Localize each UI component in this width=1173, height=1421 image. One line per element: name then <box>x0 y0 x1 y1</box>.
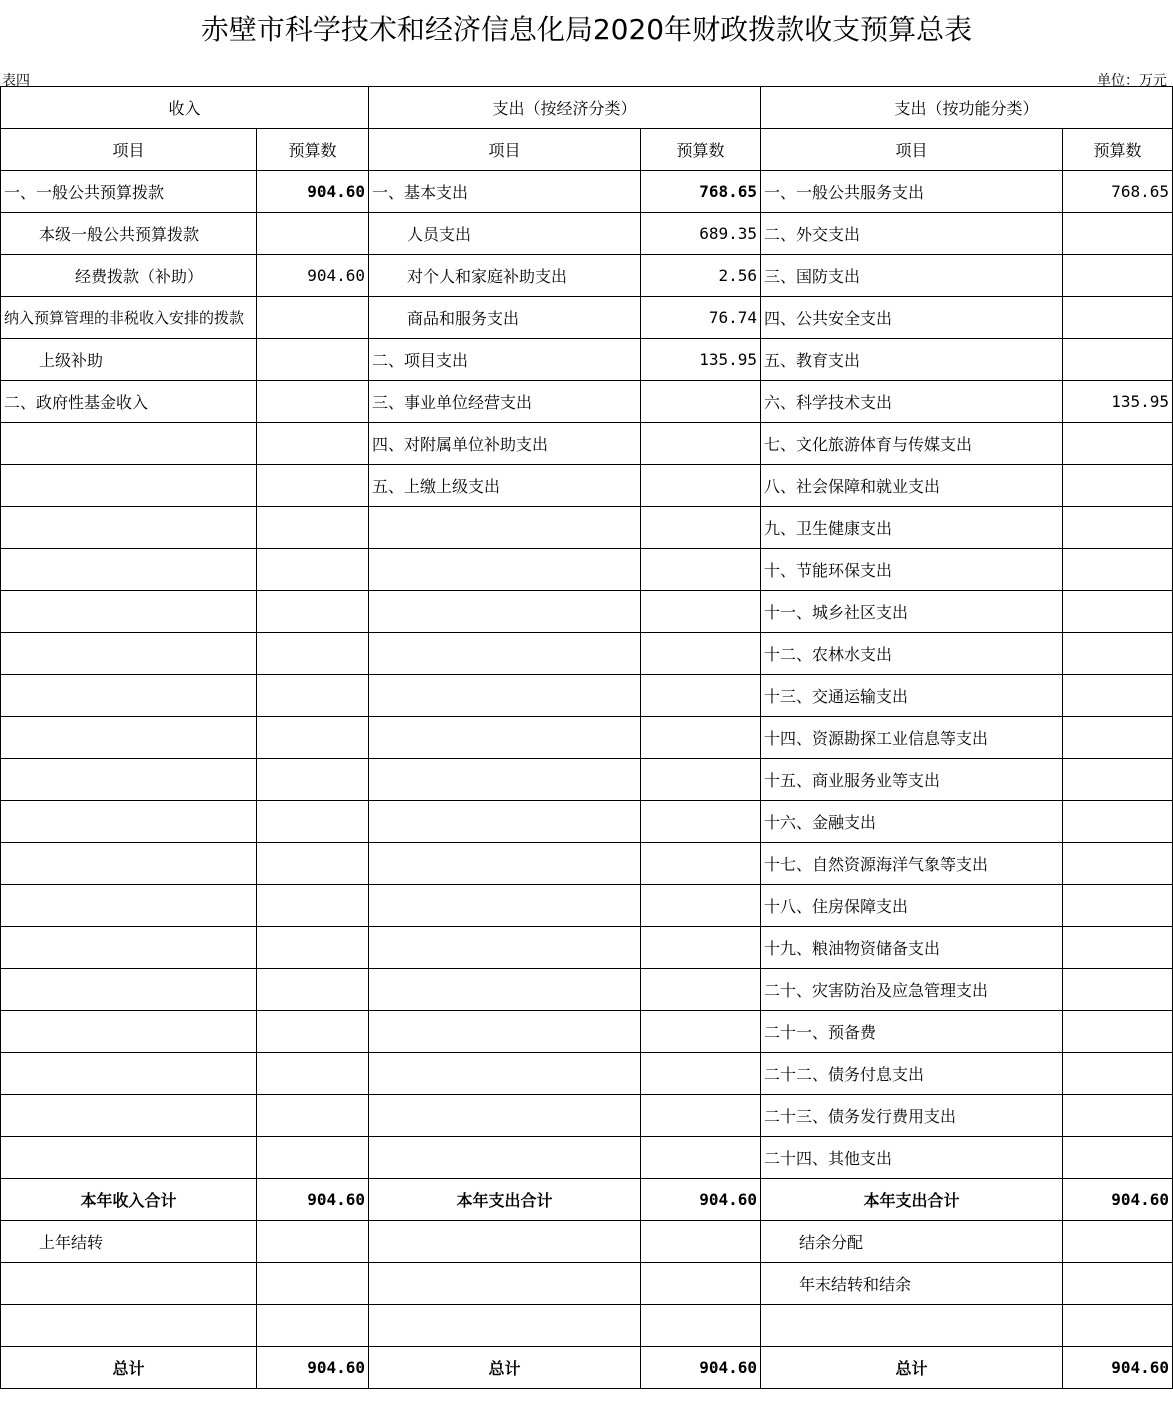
func-item: 十三、交通运输支出 <box>761 675 1063 717</box>
income-carry-item: 上年结转 <box>1 1221 257 1263</box>
income-section-header: 收入 <box>1 87 369 129</box>
func-item: 七、文化旅游体育与传媒支出 <box>761 423 1063 465</box>
func-amount <box>1063 885 1173 927</box>
econ-item <box>369 549 641 591</box>
func-amount: 135.95 <box>1063 381 1173 423</box>
income-amount <box>257 1137 369 1179</box>
econ-amount: 2.56 <box>641 255 761 297</box>
income-item <box>1 549 257 591</box>
econ-amount <box>641 717 761 759</box>
func-carry-item <box>761 1305 1063 1347</box>
income-item <box>1 423 257 465</box>
income-carry-amount <box>257 1221 369 1263</box>
table-row <box>1 591 1173 633</box>
income-amount <box>257 213 369 255</box>
table-row <box>1 633 1173 675</box>
econ-amount <box>641 1011 761 1053</box>
income-year-total-label: 本年收入合计 <box>1 1179 257 1221</box>
econ-item <box>369 885 641 927</box>
func-amount <box>1063 843 1173 885</box>
table-row <box>1 969 1173 1011</box>
func-item: 八、社会保障和就业支出 <box>761 465 1063 507</box>
econ-amount <box>641 591 761 633</box>
func-amount <box>1063 675 1173 717</box>
table-row <box>1 759 1173 801</box>
income-amount <box>257 507 369 549</box>
econ-grand-total-value: 904.60 <box>641 1347 761 1389</box>
func-item: 二十四、其他支出 <box>761 1137 1063 1179</box>
func-item: 十、节能环保支出 <box>761 549 1063 591</box>
table-row <box>1 339 1173 381</box>
col-header-amount: 预算数 <box>257 129 369 171</box>
func-amount <box>1063 591 1173 633</box>
func-item: 十四、资源勘探工业信息等支出 <box>761 717 1063 759</box>
econ-item <box>369 1095 641 1137</box>
column-header-row <box>1 129 1173 171</box>
func-item: 二、外交支出 <box>761 213 1063 255</box>
func-year-total-label: 本年支出合计 <box>761 1179 1063 1221</box>
table-row <box>1 675 1173 717</box>
func-amount <box>1063 1095 1173 1137</box>
func-amount <box>1063 423 1173 465</box>
income-item: 二、政府性基金收入 <box>1 381 257 423</box>
func-item: 十一、城乡社区支出 <box>761 591 1063 633</box>
func-item: 十九、粮油物资储备支出 <box>761 927 1063 969</box>
income-item <box>1 969 257 1011</box>
income-amount: 904.60 <box>257 171 369 213</box>
income-amount <box>257 549 369 591</box>
econ-amount <box>641 507 761 549</box>
econ-amount <box>641 969 761 1011</box>
econ-section-header: 支出（按经济分类） <box>369 87 761 129</box>
func-item: 三、国防支出 <box>761 255 1063 297</box>
econ-item <box>369 1011 641 1053</box>
func-item: 五、教育支出 <box>761 339 1063 381</box>
func-item: 二十、灾害防治及应急管理支出 <box>761 969 1063 1011</box>
econ-amount <box>641 423 761 465</box>
func-amount <box>1063 255 1173 297</box>
income-amount <box>257 591 369 633</box>
econ-item: 对个人和家庭补助支出 <box>369 255 641 297</box>
income-item <box>1 885 257 927</box>
income-carry-amount <box>257 1263 369 1305</box>
econ-amount <box>641 549 761 591</box>
econ-amount <box>641 885 761 927</box>
income-item: 经费拨款（补助） <box>1 255 257 297</box>
income-year-total-value: 904.60 <box>257 1179 369 1221</box>
year-total-row <box>1 1179 1173 1221</box>
econ-amount <box>641 465 761 507</box>
econ-amount <box>641 675 761 717</box>
func-amount <box>1063 549 1173 591</box>
econ-item <box>369 843 641 885</box>
income-amount <box>257 633 369 675</box>
func-amount <box>1063 1053 1173 1095</box>
econ-amount: 768.65 <box>641 171 761 213</box>
table-row <box>1 801 1173 843</box>
econ-item <box>369 801 641 843</box>
income-item: 上级补助 <box>1 339 257 381</box>
col-header-item: 项目 <box>369 129 641 171</box>
econ-item: 二、项目支出 <box>369 339 641 381</box>
econ-item <box>369 633 641 675</box>
func-carry-amount <box>1063 1305 1173 1347</box>
econ-item: 商品和服务支出 <box>369 297 641 339</box>
table-row <box>1 717 1173 759</box>
income-item <box>1 1011 257 1053</box>
income-item <box>1 801 257 843</box>
carry-row <box>1 1263 1173 1305</box>
func-amount <box>1063 717 1173 759</box>
func-carry-item: 结余分配 <box>761 1221 1063 1263</box>
income-item: 一、一般公共预算拨款 <box>1 171 257 213</box>
econ-amount <box>641 1137 761 1179</box>
func-carry-amount <box>1063 1263 1173 1305</box>
econ-item: 人员支出 <box>369 213 641 255</box>
func-amount <box>1063 297 1173 339</box>
table-row <box>1 549 1173 591</box>
func-amount <box>1063 339 1173 381</box>
func-amount <box>1063 801 1173 843</box>
func-item: 九、卫生健康支出 <box>761 507 1063 549</box>
income-amount <box>257 339 369 381</box>
econ-item <box>369 675 641 717</box>
func-amount <box>1063 633 1173 675</box>
econ-item <box>369 969 641 1011</box>
econ-carry-amount <box>641 1221 761 1263</box>
econ-carry-amount <box>641 1305 761 1347</box>
econ-item <box>369 507 641 549</box>
income-carry-item <box>1 1305 257 1347</box>
grand-total-row <box>1 1347 1173 1389</box>
econ-amount <box>641 801 761 843</box>
table-row <box>1 843 1173 885</box>
income-amount: 904.60 <box>257 255 369 297</box>
func-amount <box>1063 507 1173 549</box>
carry-row <box>1 1305 1173 1347</box>
income-amount <box>257 885 369 927</box>
econ-item <box>369 759 641 801</box>
income-amount <box>257 1053 369 1095</box>
table-row <box>1 465 1173 507</box>
carry-row <box>1 1221 1173 1263</box>
func-item: 十二、农林水支出 <box>761 633 1063 675</box>
income-item <box>1 1137 257 1179</box>
section-header-row <box>1 87 1173 129</box>
econ-year-total-label: 本年支出合计 <box>369 1179 641 1221</box>
table-row <box>1 255 1173 297</box>
econ-amount: 76.74 <box>641 297 761 339</box>
econ-amount <box>641 843 761 885</box>
income-item <box>1 717 257 759</box>
econ-item <box>369 717 641 759</box>
func-item: 十六、金融支出 <box>761 801 1063 843</box>
income-item <box>1 465 257 507</box>
income-amount <box>257 297 369 339</box>
col-header-amount: 预算数 <box>641 129 761 171</box>
income-carry-item <box>1 1263 257 1305</box>
income-amount <box>257 843 369 885</box>
econ-item <box>369 591 641 633</box>
income-amount <box>257 801 369 843</box>
econ-carry-item <box>369 1221 641 1263</box>
table-row <box>1 507 1173 549</box>
econ-amount <box>641 927 761 969</box>
income-item <box>1 675 257 717</box>
func-grand-total-label: 总计 <box>761 1347 1063 1389</box>
income-amount <box>257 927 369 969</box>
table-row <box>1 171 1173 213</box>
table-row <box>1 1053 1173 1095</box>
income-amount <box>257 465 369 507</box>
func-year-total-value: 904.60 <box>1063 1179 1173 1221</box>
income-item <box>1 1095 257 1137</box>
func-item: 二十一、预备费 <box>761 1011 1063 1053</box>
income-amount <box>257 423 369 465</box>
income-amount <box>257 969 369 1011</box>
income-item: 纳入预算管理的非税收入安排的拨款 <box>1 297 257 339</box>
income-carry-amount <box>257 1305 369 1347</box>
table-row <box>1 885 1173 927</box>
col-header-item: 项目 <box>1 129 257 171</box>
table-row <box>1 1011 1173 1053</box>
table-row <box>1 423 1173 465</box>
col-header-amount: 预算数 <box>1063 129 1173 171</box>
income-item <box>1 507 257 549</box>
table-row <box>1 927 1173 969</box>
income-item <box>1 759 257 801</box>
econ-carry-item <box>369 1305 641 1347</box>
unit-label: 单位：万元 <box>1097 73 1167 89</box>
func-amount <box>1063 213 1173 255</box>
func-amount <box>1063 465 1173 507</box>
income-amount <box>257 759 369 801</box>
func-grand-total-value: 904.60 <box>1063 1347 1173 1389</box>
econ-item <box>369 1053 641 1095</box>
func-section-header: 支出（按功能分类） <box>761 87 1173 129</box>
income-item <box>1 843 257 885</box>
econ-amount <box>641 759 761 801</box>
func-amount <box>1063 1011 1173 1053</box>
econ-item: 四、对附属单位补助支出 <box>369 423 641 465</box>
income-item: 本级一般公共预算拨款 <box>1 213 257 255</box>
table-row <box>1 297 1173 339</box>
econ-item <box>369 927 641 969</box>
func-item: 十五、商业服务业等支出 <box>761 759 1063 801</box>
econ-item: 三、事业单位经营支出 <box>369 381 641 423</box>
income-amount <box>257 1095 369 1137</box>
func-item: 四、公共安全支出 <box>761 297 1063 339</box>
income-amount <box>257 675 369 717</box>
econ-amount <box>641 1095 761 1137</box>
func-item: 十七、自然资源海洋气象等支出 <box>761 843 1063 885</box>
econ-year-total-value: 904.60 <box>641 1179 761 1221</box>
econ-item: 一、基本支出 <box>369 171 641 213</box>
income-item <box>1 1053 257 1095</box>
col-header-item: 项目 <box>761 129 1063 171</box>
income-grand-total-label: 总计 <box>1 1347 257 1389</box>
econ-item <box>369 1137 641 1179</box>
econ-amount <box>641 633 761 675</box>
income-item <box>1 633 257 675</box>
func-item: 一、一般公共服务支出 <box>761 171 1063 213</box>
func-amount <box>1063 759 1173 801</box>
table-row <box>1 1095 1173 1137</box>
income-item <box>1 927 257 969</box>
income-amount <box>257 381 369 423</box>
func-item: 二十三、债务发行费用支出 <box>761 1095 1063 1137</box>
table-row <box>1 1137 1173 1179</box>
func-amount <box>1063 969 1173 1011</box>
table-number: 表四 <box>2 73 30 89</box>
func-carry-item: 年末结转和结余 <box>761 1263 1063 1305</box>
econ-amount <box>641 381 761 423</box>
income-amount <box>257 1011 369 1053</box>
econ-grand-total-label: 总计 <box>369 1347 641 1389</box>
table-row <box>1 381 1173 423</box>
econ-amount: 135.95 <box>641 339 761 381</box>
func-item: 十八、住房保障支出 <box>761 885 1063 927</box>
page-title: 赤壁市科学技术和经济信息化局2020年财政拨款收支预算总表 <box>200 13 973 46</box>
econ-carry-amount <box>641 1263 761 1305</box>
func-item: 六、科学技术支出 <box>761 381 1063 423</box>
func-amount <box>1063 927 1173 969</box>
func-item: 二十二、债务付息支出 <box>761 1053 1063 1095</box>
func-amount: 768.65 <box>1063 171 1173 213</box>
income-grand-total-value: 904.60 <box>257 1347 369 1389</box>
econ-item: 五、上缴上级支出 <box>369 465 641 507</box>
func-carry-amount <box>1063 1221 1173 1263</box>
econ-amount: 689.35 <box>641 213 761 255</box>
func-amount <box>1063 1137 1173 1179</box>
econ-amount <box>641 1053 761 1095</box>
table-row <box>1 213 1173 255</box>
budget-table <box>0 86 1173 1389</box>
income-item <box>1 591 257 633</box>
econ-carry-item <box>369 1263 641 1305</box>
income-amount <box>257 717 369 759</box>
